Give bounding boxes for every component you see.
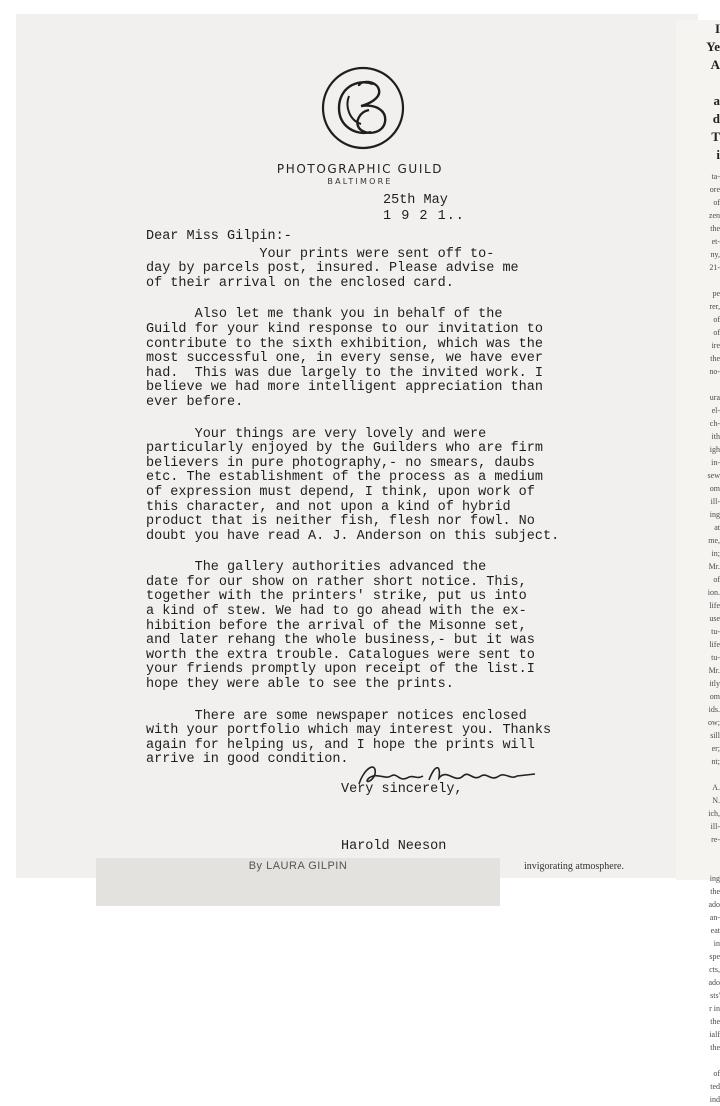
letter-line: had. This was due largely to the invited work. I [146,365,543,381]
paragraph [146,428,566,545]
letter-line: Also let me thank you in behalf of the [146,307,503,323]
clipping-fragment: spe [709,952,720,961]
letter-line: this character, and not upon a kind of hybrid [146,499,511,515]
clipping-fragment: use [709,614,720,623]
letter-line: with your portfolio which may interest you. Thanks [146,723,552,739]
clipping-fragment: re- [711,835,720,844]
letter-line: hope they were able to see the prints. [146,677,454,693]
typed-name: Harold Neeson [341,839,447,854]
letter-body [146,230,566,785]
clipping-fragment: ado [708,978,720,987]
clipping-fragment: er; [711,744,720,753]
clipping-fragment: cts, [709,965,720,974]
letter-line: arrive in good condition. [146,752,349,768]
clipping-fragment [676,768,720,781]
clipping-fragment: A [710,57,720,72]
valediction: Very sincerely, [341,782,463,797]
letter-line: doubt you have read A. J. Anderson on this subject. [146,528,560,544]
clipping-fragment: in; [711,549,720,558]
clipping-fragment: ura [709,393,720,402]
clipping-fragment: life [709,640,720,649]
clipping-fragment [676,846,720,859]
clipping-fragment: eat [710,926,720,935]
clipping-fragment: tu- [711,653,720,662]
letter-line: Guild for your kind response to our invitation to [146,321,543,337]
clipping-fragment: the [710,1017,720,1026]
clipping-fragment: igh [709,445,720,454]
clipping-fragment: 21- [709,263,720,272]
adjacent-clipping-strip [676,20,720,1104]
clipping-fragment: ialf [709,1030,720,1039]
clipping-fragment: ill- [710,497,720,506]
date-day-month: 25th May [383,193,448,208]
clipping-fragment: el- [711,406,720,415]
clipping-caption: invigorating atmosphere. [524,861,624,872]
handwritten-signature [355,758,545,794]
salutation: Dear Miss Gilpin:- [146,229,292,244]
letter-line: date for our show on rather short notice. This, [146,574,527,590]
letter-line: and later rehang the whole business,- but it was [146,633,535,649]
organization-city: BALTIMORE [327,177,393,186]
letter-line: again for helping us, and I hope the prints will [146,737,535,753]
clipping-fragment: ids. [708,705,720,714]
clipping-fragment: et- [711,237,720,246]
letter-line: a kind of stew. We had to go ahead with the ex- [146,604,527,620]
letter-line: ever before. [146,394,244,410]
clipping-fragment [676,74,720,92]
clipping-fragment: Ye [706,39,720,54]
clipping-fragment: of [713,315,720,324]
letter-line: There are some newspaper notices enclosed [146,708,527,724]
clipping-fragment: the [710,224,720,233]
credit-caption: By LAURA GILPIN [248,860,348,872]
letter-line: Your prints were sent off to- [146,246,495,262]
clipping-fragment: the [710,1043,720,1052]
clipping-fragment [676,378,720,391]
clipping-fragment: rer, [709,302,720,311]
clipping-fragment: the [710,354,720,363]
letter-line: most successful one, in every sense, we have ever [146,351,543,367]
letter-line: believers in pure photography,- no smears, daubs [146,455,535,471]
clipping-fragment: sts' [710,991,720,1000]
date-year: 1 9 2 1.. [383,209,465,224]
clipping-fragment: of [713,198,720,207]
letter-line: particularly enjoyed by the Guilders who are firm [146,441,543,457]
letter-line: product that is neither fish, flesh nor fowl. No [146,514,535,530]
clipping-fragment: in- [711,458,720,467]
letter-line: etc. The establishment of the process as a medium [146,470,543,486]
clipping-fragment: ing [709,874,720,883]
clipping-fragment: nt; [711,757,720,766]
clipping-fragment: A. [712,783,720,792]
clipping-fragment: Mr. [708,562,720,571]
clipping-fragment: ore [709,185,720,194]
clipping-fragment: sill [710,731,720,740]
clipping-fragment: i [716,147,720,162]
clipping-fragment: ta- [711,172,720,181]
clipping-fragment: ill- [710,822,720,831]
clipping-fragment: of [713,1069,720,1078]
clipping-fragment: ted [710,1082,720,1091]
clipping-fragment: om [709,484,720,493]
letter-line: Your things are very lovely and were [146,426,487,442]
clipping-fragment: a [713,93,720,108]
clipping-fragment: d [712,111,720,126]
paragraph [146,308,566,410]
letter-line: contribute to the sixth exhibition, which was the [146,336,543,352]
clipping-fragment: ind [709,1095,720,1104]
clipping-fragment: T [711,129,720,144]
clipping-fragment: zen [708,211,720,220]
clipping-fragment: ich, [708,809,720,818]
letter-line: worth the extra trouble. Catalogues were sent to [146,647,535,663]
letter-line: together with the printers' strike, put us into [146,589,527,605]
clipping-fragment: ow; [708,718,720,727]
clipping-fragment: pe [712,289,720,298]
clipping-fragment: the [710,887,720,896]
clipping-fragment: Mr. [708,666,720,675]
clipping-fragment: N. [712,796,720,805]
clipping-fragment: in [713,939,720,948]
clipping-fragment: ny, [710,250,720,259]
paragraph [146,561,566,692]
letter-line: your friends promptly upon receipt of the list.I [146,662,535,678]
organization-name: PHOTOGRAPHIC GUILD [276,162,444,176]
letter-line: day by parcels post, insured. Please advise me [146,261,519,277]
clipping-fragment [676,1054,720,1067]
clipping-fragment: r in [709,1004,720,1013]
clipping-fragment [676,274,720,287]
clipping-fragment [676,859,720,872]
clipping-fragment: I [714,21,720,36]
clipping-fragment: ire [711,341,720,350]
clipping-fragment: ion. [707,588,720,597]
clipping-fragment: no- [709,367,720,376]
clipping-fragment: tu- [711,627,720,636]
clipping-fragment: itly [709,679,720,688]
letter-line: of their arrival on the enclosed card. [146,275,454,291]
clipping-fragment: ado [708,900,720,909]
clipping-fragment: om [709,692,720,701]
letter-line: believe we had more intelligent appreciation than [146,380,543,396]
letter-line: The gallery authorities advanced the [146,560,487,576]
paragraph [146,248,566,292]
clipping-fragment: of [713,328,720,337]
clipping-fragment: sew [707,471,720,480]
clipping-fragment: at [714,523,720,532]
clipping-fragment: ing [709,510,720,519]
letter-line: hibition before the arrival of the Misonne set, [146,618,527,634]
guild-monogram-logo [321,66,405,150]
letter-line: of expression must depend, I think, upon work of [146,484,535,500]
clipping-fragment: an- [709,913,720,922]
clipping-fragment: ch- [709,419,720,428]
clipping-fragment: life [709,601,720,610]
clipping-fragment: me, [708,536,720,545]
clipping-fragment: of [713,575,720,584]
clipping-fragment: ith [711,432,720,441]
